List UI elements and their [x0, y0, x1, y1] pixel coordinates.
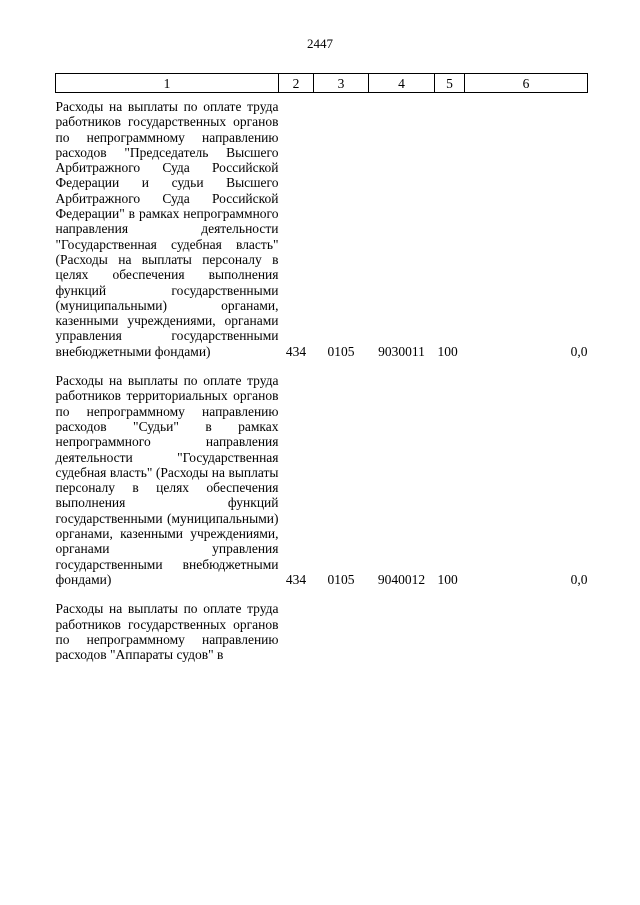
budget-table [55, 73, 588, 662]
row-expense-type [435, 601, 465, 662]
column-header-5: 5 [435, 74, 465, 93]
row-amount: 0,0 [570, 571, 588, 587]
row-admin-code: 434 [285, 571, 307, 587]
row-description: Расходы на выплаты по оплате труда работников территориальных органов по непрограммному направлению расходов "Судьи" в рамках непрограммного направления деятельности "Государственная судебная власть" (Расходы на выплаты персоналу в целях обеспечения выполнения функций государственными (муниципальными) органами, казенными учреждениями, органами управления государственными внебюджетными фондами) [55, 373, 279, 587]
row-amount: 0,0 [570, 343, 588, 359]
row-admin-code [279, 601, 314, 662]
row-description: Расходы на выплаты по оплате труда работников государственных органов по непрограммному направлению расходов "Аппараты судов" в [55, 601, 279, 663]
row-amount [465, 601, 588, 662]
row-admin-code: 434 [285, 343, 307, 359]
table-row [56, 373, 588, 587]
row-target-article: 9030011 [378, 343, 425, 359]
column-header-2: 2 [279, 74, 314, 93]
row-target-article: 9040012 [377, 571, 426, 587]
row-expense-type: 100 [437, 571, 458, 587]
row-section-code: 0105 [327, 343, 355, 359]
row-target-article [369, 601, 435, 662]
column-header-3: 3 [314, 74, 369, 93]
row-description: Расходы на выплаты по оплате труда работников государственных органов по непрограммному направлению расходов "Председатель Высшего Арбитражного Суда Российской Федерации и судьи Высшего Арбитражного Суда Российской Федерации" в рамках непрограммного направления деятельности "Государственная судебная власть" (Расходы на выплаты персоналу в целях обеспечения выполнения функций государственными (муниципальными) органами, казенными учреждениями, органами управления государственными внебюджетными фондами) [55, 99, 279, 359]
row-section-code: 0105 [327, 571, 355, 587]
column-header-4: 4 [369, 74, 435, 93]
column-header-6: 6 [465, 74, 588, 93]
table-row [56, 99, 588, 359]
column-header-1: 1 [56, 74, 279, 93]
table-row [56, 601, 588, 662]
table-header-row [56, 74, 588, 93]
page-number: 2447 [307, 36, 333, 51]
row-expense-type: 100 [437, 343, 458, 359]
row-section-code [314, 601, 369, 662]
